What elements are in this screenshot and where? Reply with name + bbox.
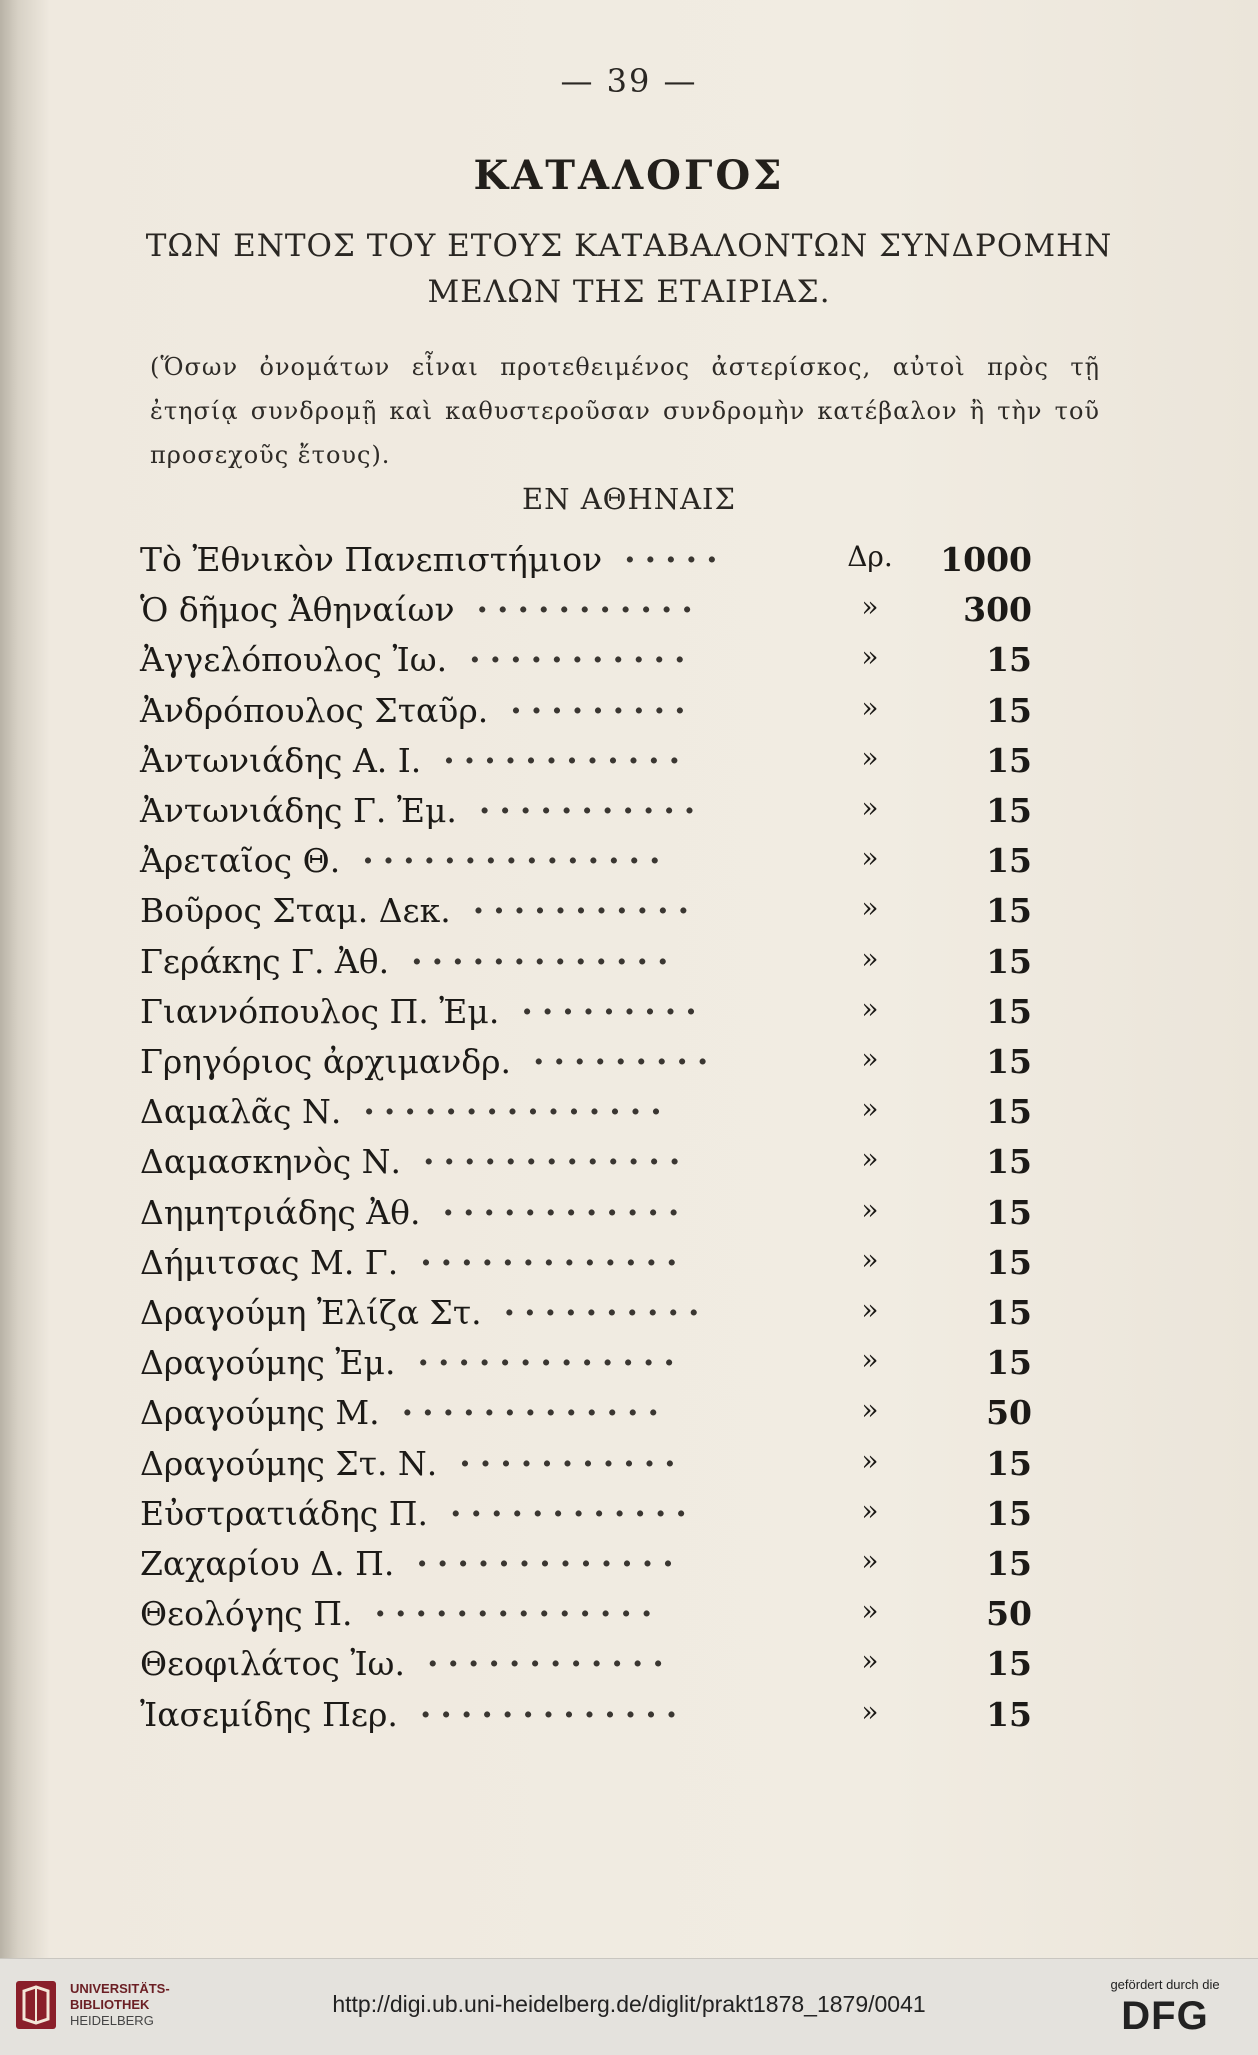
member-name: Θεοφιλάτος Ἰω.	[140, 1644, 405, 1684]
dot-leader: ·············	[423, 1142, 690, 1182]
currency-mark: »	[861, 1293, 879, 1326]
amount-value: 15	[986, 1694, 1032, 1734]
dot-leader: ·············	[420, 1242, 687, 1282]
member-name: Γεράκης Γ. Ἀθ.	[140, 941, 390, 981]
member-name: Ἀντωνιάδης Α. Ι.	[140, 740, 422, 780]
member-name: Ἀνδρόπουλος Σταῦρ.	[140, 690, 489, 730]
page-number: — 39 —	[560, 62, 698, 100]
library-name-line-2: BIBLIOTHEK	[70, 1997, 150, 2012]
currency-mark: »	[861, 991, 879, 1025]
list-item	[0, 540, 1258, 590]
dot-leader: ·········	[533, 1042, 718, 1081]
currency-mark: »	[861, 590, 879, 624]
amount-value: 15	[986, 1544, 1032, 1583]
member-name: Δραγούμης Μ.	[140, 1393, 380, 1433]
dot-leader: ···············	[363, 1092, 671, 1132]
member-name: Ζαχαρίου Δ. Π.	[140, 1544, 395, 1583]
amount-value: 15	[986, 1293, 1032, 1332]
list-item	[0, 1042, 1258, 1092]
list-item	[0, 841, 1258, 891]
dot-leader: ············	[443, 740, 690, 780]
amount-value: 15	[986, 1092, 1032, 1132]
list-item	[0, 1594, 1258, 1644]
subtitle-line-1: ΤΩΝ ΕΝΤΟΣ ΤΟΥ ΕΤΟΥΣ ΚΑΤΑΒΑΛΟΝΤΩΝ ΣΥΝΔΡΟΜΗΝ	[145, 228, 1113, 264]
list-item	[0, 1393, 1258, 1443]
section-heading: ΕΝ ΑΘΗΝΑΙΣ	[521, 482, 737, 516]
currency-mark: »	[861, 1042, 879, 1075]
library-name-line-3: HEIDELBERG	[70, 2013, 154, 2028]
dot-leader: ···········	[469, 640, 695, 680]
currency-mark: »	[861, 1493, 879, 1527]
currency-mark: »	[861, 1644, 879, 1678]
dot-leader: ·············	[401, 1393, 668, 1433]
amount-value: 15	[986, 941, 1032, 981]
currency-mark: »	[861, 841, 879, 875]
funder-logo[interactable]	[1090, 1977, 1240, 2040]
currency-mark: »	[861, 1393, 879, 1427]
library-name-line-1: UNIVERSITÄTS-	[70, 1981, 170, 1996]
amount-value: 1000	[940, 540, 1032, 579]
list-item	[0, 691, 1258, 741]
amount-value: 300	[963, 590, 1032, 630]
member-name: Ἀγγελόπουλος Ἰω.	[140, 640, 448, 680]
dot-leader: ···············	[362, 841, 670, 881]
amount-value: 15	[986, 991, 1032, 1031]
currency-mark: »	[861, 791, 879, 824]
member-name: Δραγούμης Ἐμ.	[140, 1343, 396, 1383]
list-item	[0, 1343, 1258, 1393]
subtitle-line-2: ΜΕΛΩΝ ΤΗΣ ΕΤΑΙΡΙΑΣ.	[427, 274, 831, 310]
list-item	[0, 1494, 1258, 1544]
list-item	[0, 1644, 1258, 1694]
amount-value: 15	[986, 1493, 1032, 1533]
list-item	[0, 1695, 1258, 1745]
funded-by-label: gefördert durch die	[1110, 1977, 1220, 1992]
currency-mark: »	[861, 1242, 879, 1276]
member-name: Δήμιτσας Μ. Γ.	[140, 1242, 399, 1282]
member-name: Γρηγόριος ἀρχιμανδρ.	[140, 1042, 512, 1081]
dot-leader: ·····	[624, 540, 727, 579]
member-name: Δραγούμης Στ. Ν.	[140, 1443, 438, 1483]
dot-leader: ···········	[476, 590, 702, 630]
currency-mark: Δρ.	[847, 540, 893, 573]
member-name: Ὁ δῆμος Ἀθηναίων	[140, 590, 455, 630]
dot-leader: ·············	[419, 1694, 687, 1734]
member-name: Εὐστρατιάδης Π.	[140, 1493, 428, 1533]
list-item	[0, 891, 1258, 941]
dot-leader: ·········	[510, 690, 695, 730]
footer-bar	[0, 1958, 1258, 2055]
currency-mark: »	[861, 941, 879, 975]
member-name: Ἰασεμίδης Περ.	[140, 1694, 398, 1734]
amount-value: 15	[986, 1242, 1032, 1282]
asterisk-note: (Ὅσων ὀνομάτων εἶναι προτεθειμένος ἀστερίσκος, αὐτοὶ πρὸς τῇ ἐτησίᾳ συνδρομῇ καὶ καθυστεροῦσαν συνδρομὴν κατέβαλον ἢ τὴν τοῦ προσεχοῦς ἔτους).	[150, 353, 1100, 469]
dot-leader: ···········	[459, 1443, 685, 1483]
list-item	[0, 1142, 1258, 1192]
currency-mark: »	[861, 1192, 879, 1226]
list-item	[0, 1293, 1258, 1343]
amount-value: 15	[986, 891, 1032, 931]
member-name: Βοῦρος Σταμ. Δεκ.	[140, 891, 451, 931]
amount-value: 15	[986, 1192, 1032, 1232]
list-item	[0, 590, 1258, 640]
member-name: Δημητριάδης Ἀθ.	[140, 1192, 421, 1232]
dfg-logo-text: DFG	[1121, 1994, 1209, 2038]
amount-value: 15	[986, 690, 1032, 730]
currency-mark: »	[861, 1443, 879, 1477]
dot-leader: ·············	[416, 1544, 683, 1583]
member-name: Θεολόγης Π.	[140, 1594, 353, 1634]
currency-mark: »	[861, 1544, 879, 1577]
amount-value: 15	[986, 1042, 1032, 1081]
currency-mark: »	[861, 1343, 879, 1377]
currency-mark: »	[861, 1694, 879, 1728]
dot-leader: ·············	[411, 941, 678, 981]
amount-value: 50	[986, 1594, 1032, 1634]
list-item	[0, 1092, 1258, 1142]
currency-mark: »	[861, 1142, 879, 1176]
dot-leader: ··············	[374, 1594, 662, 1634]
member-name: Ἀρεταῖος Θ.	[140, 841, 341, 881]
currency-mark: »	[861, 690, 879, 724]
list-item	[0, 791, 1258, 841]
amount-value: 15	[986, 1644, 1032, 1684]
list-item	[0, 1444, 1258, 1494]
catalog-title: ΚΑΤΑΛΟΓΟΣ	[473, 152, 785, 199]
currency-mark: »	[861, 1594, 879, 1628]
member-name: Δραγούμη Ἐλίζα Στ.	[140, 1293, 482, 1332]
amount-value: 50	[986, 1393, 1032, 1433]
dot-leader: ·········	[521, 991, 706, 1031]
list-item	[0, 640, 1258, 690]
dot-leader: ···········	[472, 891, 699, 931]
dot-leader: ···········	[478, 791, 705, 830]
member-name: Ἀντωνιάδης Γ. Ἐμ.	[140, 791, 457, 830]
currency-mark: »	[861, 640, 879, 674]
amount-value: 15	[986, 740, 1032, 780]
source-url-link[interactable]: http://digi.ub.uni-heidelberg.de/diglit/prakt1878_1879/0041	[332, 1991, 926, 2017]
member-name: Δαμασκηνὸς Ν.	[140, 1142, 402, 1182]
dot-leader: ············	[449, 1493, 696, 1533]
member-name: Τὸ Ἐθνικὸν Πανεπιστήμιον	[140, 540, 603, 579]
currency-mark: »	[861, 1092, 879, 1126]
dot-leader: ··········	[503, 1293, 709, 1332]
list-item	[0, 1193, 1258, 1243]
list-item	[0, 1544, 1258, 1594]
list-item	[0, 741, 1258, 791]
list-item	[0, 1243, 1258, 1293]
amount-value: 15	[986, 1142, 1032, 1182]
list-item	[0, 942, 1258, 992]
dot-leader: ············	[426, 1644, 673, 1684]
member-name: Γιαννόπουλος Π. Ἐμ.	[140, 991, 500, 1031]
amount-value: 15	[986, 640, 1032, 680]
amount-value: 15	[986, 1443, 1032, 1483]
amount-value: 15	[986, 791, 1032, 830]
amount-value: 15	[986, 841, 1032, 881]
dot-leader: ············	[442, 1192, 689, 1232]
amount-value: 15	[986, 1343, 1032, 1383]
dot-leader: ·············	[417, 1343, 684, 1383]
currency-mark: »	[861, 891, 879, 925]
currency-mark: »	[861, 740, 879, 774]
member-name: Δαμαλᾶς Ν.	[140, 1092, 342, 1132]
list-item	[0, 992, 1258, 1042]
